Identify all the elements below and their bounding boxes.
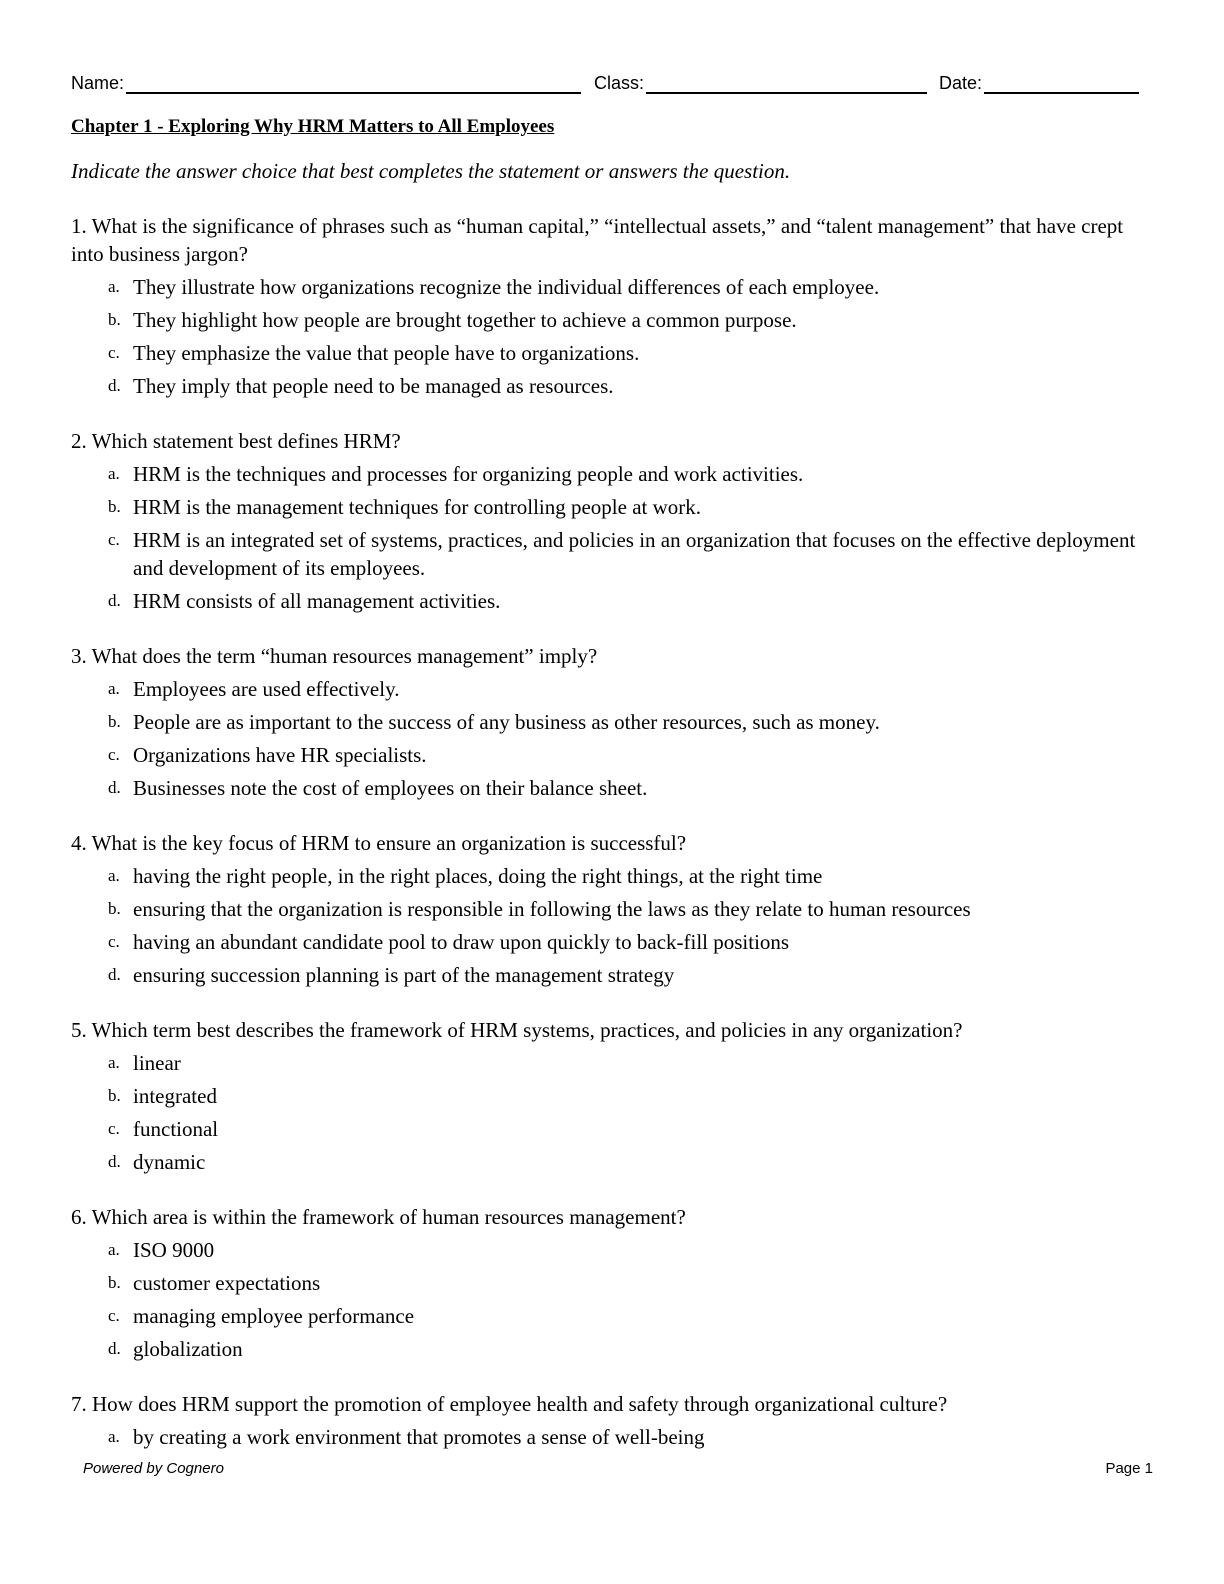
choice-letter: b. xyxy=(108,712,121,731)
answer-choice[interactable] xyxy=(71,1115,1141,1143)
question-number: 3. xyxy=(71,644,87,668)
choice-letter: a. xyxy=(108,1240,120,1259)
choice-letter: d. xyxy=(108,591,121,610)
choice-text: Employees are used effectively. xyxy=(133,677,400,701)
date-label: Date: xyxy=(939,73,983,93)
choice-text: They illustrate how organizations recognize the individual differences of each employee. xyxy=(133,275,880,299)
answer-choice[interactable] xyxy=(71,862,1141,890)
choice-letter: c. xyxy=(108,1306,120,1325)
choice-text: ensuring succession planning is part of the management strategy xyxy=(133,963,675,987)
choice-letter: c. xyxy=(108,343,120,362)
page-number: Page 1 xyxy=(1105,1460,1153,1477)
choice-letter: c. xyxy=(108,1119,120,1138)
date-field[interactable] xyxy=(939,72,1139,94)
page-footer xyxy=(83,1460,1153,1482)
question-number: 2. xyxy=(71,429,87,453)
choice-letter: d. xyxy=(108,1339,121,1358)
answer-choice[interactable] xyxy=(71,1236,1141,1264)
choice-letter: a. xyxy=(108,679,120,698)
choice-letter: c. xyxy=(108,932,120,951)
answer-choice[interactable] xyxy=(71,273,1141,301)
answer-choice[interactable] xyxy=(71,1335,1141,1363)
question-number: 6. xyxy=(71,1205,87,1229)
answer-choice[interactable] xyxy=(71,1148,1141,1176)
choice-letter: d. xyxy=(108,376,121,395)
choice-text: People are as important to the success of any business as other resources, such as money. xyxy=(133,710,880,734)
choice-letter: b. xyxy=(108,1273,121,1292)
choice-text: HRM is the techniques and processes for organizing people and work activities. xyxy=(133,462,804,486)
choice-letter: b. xyxy=(108,310,121,329)
choice-letter: a. xyxy=(108,277,120,296)
question-text: Which statement best defines HRM? xyxy=(91,429,401,453)
choice-text: They emphasize the value that people have to organizations. xyxy=(133,341,640,365)
choice-text: Organizations have HR specialists. xyxy=(133,743,427,767)
class-field[interactable] xyxy=(594,72,927,94)
answer-choice[interactable] xyxy=(71,741,1141,769)
question-stem xyxy=(71,427,1141,455)
choice-text: They imply that people need to be managed as resources. xyxy=(133,374,614,398)
answer-choice[interactable] xyxy=(71,526,1141,582)
question-number: 4. xyxy=(71,831,87,855)
question-text: What is the significance of phrases such as “human capital,” “intellectual assets,” and “talent management” that have crept into business jargon? xyxy=(71,214,1124,266)
choice-text: HRM consists of all management activities. xyxy=(133,589,501,613)
answer-choice[interactable] xyxy=(71,708,1141,736)
answer-choice[interactable] xyxy=(71,372,1141,400)
answer-choice[interactable] xyxy=(71,774,1141,802)
choice-letter: a. xyxy=(108,464,120,483)
choice-text: linear xyxy=(133,1051,181,1075)
answer-choice[interactable] xyxy=(71,895,1141,923)
question-item xyxy=(71,212,1141,400)
choice-letter: a. xyxy=(108,866,120,885)
answer-choice[interactable] xyxy=(71,1082,1141,1110)
question-stem xyxy=(71,1203,1141,1231)
choice-letter: a. xyxy=(108,1053,120,1072)
instructions: Indicate the answer choice that best completes the statement or answers the question. xyxy=(71,159,791,183)
question-item xyxy=(71,829,1141,989)
choice-text: having an abundant candidate pool to draw upon quickly to back-fill positions xyxy=(133,930,790,954)
name-field[interactable] xyxy=(71,72,581,94)
choice-text: ensuring that the organization is responsible in following the laws as they relate to human resources xyxy=(133,897,971,921)
answer-choice[interactable] xyxy=(71,460,1141,488)
choice-letter: c. xyxy=(108,530,120,549)
name-label: Name: xyxy=(71,73,125,93)
choice-text: HRM is an integrated set of systems, practices, and policies in an organization that focuses on the effective deployment and development of its employees. xyxy=(133,528,1136,580)
question-list xyxy=(71,212,1141,1478)
answer-choice[interactable] xyxy=(71,587,1141,615)
question-item xyxy=(71,1016,1141,1176)
choice-text: globalization xyxy=(133,1337,243,1361)
choice-letter: d. xyxy=(108,965,121,984)
class-blank-line[interactable] xyxy=(646,72,927,94)
answer-choice[interactable] xyxy=(71,1423,1141,1451)
powered-by-text: Powered by Cognero xyxy=(83,1460,224,1477)
question-number: 1. xyxy=(71,214,87,238)
answer-choice[interactable] xyxy=(71,928,1141,956)
answer-choice[interactable] xyxy=(71,1049,1141,1077)
answer-choice[interactable] xyxy=(71,493,1141,521)
answer-choice[interactable] xyxy=(71,1302,1141,1330)
choice-text: They highlight how people are brought together to achieve a common purpose. xyxy=(133,308,797,332)
choice-text: dynamic xyxy=(133,1150,206,1174)
choice-letter: c. xyxy=(108,745,120,764)
choice-text: customer expectations xyxy=(133,1271,321,1295)
question-text: Which term best describes the framework of HRM systems, practices, and policies in any organization? xyxy=(91,1018,963,1042)
class-label: Class: xyxy=(594,73,645,93)
choice-letter: b. xyxy=(108,1086,121,1105)
choice-letter: b. xyxy=(108,497,121,516)
answer-choice[interactable] xyxy=(71,961,1141,989)
choice-text: functional xyxy=(133,1117,219,1141)
date-blank-line[interactable] xyxy=(984,72,1139,94)
question-text: Which area is within the framework of human resources management? xyxy=(91,1205,686,1229)
choice-text: Businesses note the cost of employees on their balance sheet. xyxy=(133,776,648,800)
question-number: 7. xyxy=(71,1392,87,1416)
choice-letter: b. xyxy=(108,899,121,918)
student-info-header xyxy=(71,72,1143,96)
question-item xyxy=(71,427,1141,615)
question-number: 5. xyxy=(71,1018,87,1042)
answer-choice[interactable] xyxy=(71,339,1141,367)
question-item xyxy=(71,1390,1141,1451)
choice-text: having the right people, in the right places, doing the right things, at the right time xyxy=(133,864,823,888)
choice-text: ISO 9000 xyxy=(133,1238,215,1262)
question-stem xyxy=(71,829,1141,857)
question-text: What is the key focus of HRM to ensure an organization is successful? xyxy=(91,831,687,855)
question-stem xyxy=(71,1016,1141,1044)
name-blank-line[interactable] xyxy=(126,72,581,94)
choice-text: managing employee performance xyxy=(133,1304,415,1328)
chapter-title: Chapter 1 - Exploring Why HRM Matters to All Employees xyxy=(71,116,555,137)
question-text: How does HRM support the promotion of employee health and safety through organizational culture? xyxy=(92,1392,948,1416)
question-item xyxy=(71,642,1141,802)
choice-letter: d. xyxy=(108,778,121,797)
question-item xyxy=(71,1203,1141,1363)
question-stem xyxy=(71,642,1141,670)
choice-letter: d. xyxy=(108,1152,121,1171)
question-text: What does the term “human resources management” imply? xyxy=(91,644,598,668)
question-stem xyxy=(71,212,1141,268)
question-stem xyxy=(71,1390,1141,1418)
choice-text: by creating a work environment that promotes a sense of well-being xyxy=(133,1425,705,1449)
answer-choice[interactable] xyxy=(71,675,1141,703)
choice-letter: a. xyxy=(108,1427,120,1446)
choice-text: HRM is the management techniques for controlling people at work. xyxy=(133,495,702,519)
answer-choice[interactable] xyxy=(71,306,1141,334)
answer-choice[interactable] xyxy=(71,1269,1141,1297)
choice-text: integrated xyxy=(133,1084,217,1108)
